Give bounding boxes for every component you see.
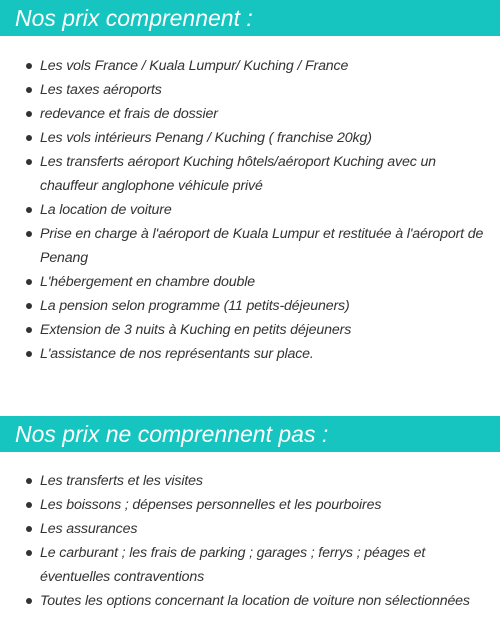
list-item-text: L'assistance de nos représentants sur place. xyxy=(40,346,314,362)
bullet-icon xyxy=(26,279,32,285)
included-section-header xyxy=(0,0,500,36)
list-item-text: La pension selon programme (11 petits-déjeuners) xyxy=(40,298,350,314)
list-item-text: Prise en charge à l'aéroport de Kuala Lumpur et restituée à l'aéroport de Penang xyxy=(40,226,484,266)
bullet-icon xyxy=(26,111,32,117)
list-item xyxy=(0,318,500,342)
list-item xyxy=(0,493,500,517)
list-item-text: Les transferts aéroport Kuching hôtels/aéroport Kuching avec un chauffeur anglophone véhicule privé xyxy=(40,154,436,194)
bullet-icon xyxy=(26,135,32,141)
list-item xyxy=(0,270,500,294)
bullet-icon xyxy=(26,502,32,508)
bullet-icon xyxy=(26,87,32,93)
list-item xyxy=(0,126,500,150)
list-item xyxy=(0,517,500,541)
bullet-icon xyxy=(26,478,32,484)
bullet-icon xyxy=(26,303,32,309)
list-item-text: Les taxes aéroports xyxy=(40,82,162,98)
included-section-title: Nos prix comprennent : xyxy=(15,5,253,31)
bullet-icon xyxy=(26,63,32,69)
list-item xyxy=(0,222,500,270)
excluded-section-header xyxy=(0,416,500,452)
list-item-text: Les assurances xyxy=(40,521,138,537)
list-item-text: Les vols France / Kuala Lumpur/ Kuching / France xyxy=(40,58,349,74)
list-item xyxy=(0,294,500,318)
list-item-text: redevance et frais de dossier xyxy=(40,106,218,122)
list-item-text: Les transferts et les visites xyxy=(40,473,203,489)
bullet-icon xyxy=(26,550,32,556)
bullet-icon xyxy=(26,598,32,604)
bullet-icon xyxy=(26,159,32,165)
list-item xyxy=(0,54,500,78)
included-items-list xyxy=(0,54,500,366)
excluded-items-list xyxy=(0,469,500,613)
list-item xyxy=(0,541,500,589)
list-item xyxy=(0,342,500,366)
list-item-text: Les vols intérieurs Penang / Kuching ( franchise 20kg) xyxy=(40,130,372,146)
list-item-text: La location de voiture xyxy=(40,202,172,218)
list-item-text: Extension de 3 nuits à Kuching en petits déjeuners xyxy=(40,322,352,338)
bullet-icon xyxy=(26,526,32,532)
list-item xyxy=(0,102,500,126)
list-item xyxy=(0,78,500,102)
list-item xyxy=(0,198,500,222)
list-item-text: Les boissons ; dépenses personnelles et les pourboires xyxy=(40,497,382,513)
list-item xyxy=(0,469,500,493)
list-item xyxy=(0,150,500,198)
list-item-text: Le carburant ; les frais de parking ; garages ; ferrys ; péages et éventuelles contraventions xyxy=(40,545,426,585)
bullet-icon xyxy=(26,231,32,237)
list-item-text: Toutes les options concernant la location de voiture non sélectionnées xyxy=(40,593,470,609)
bullet-icon xyxy=(26,351,32,357)
list-item-text: L'hébergement en chambre double xyxy=(40,274,255,290)
list-item xyxy=(0,589,500,613)
bullet-icon xyxy=(26,207,32,213)
bullet-icon xyxy=(26,327,32,333)
excluded-section-title: Nos prix ne comprennent pas : xyxy=(15,421,329,447)
